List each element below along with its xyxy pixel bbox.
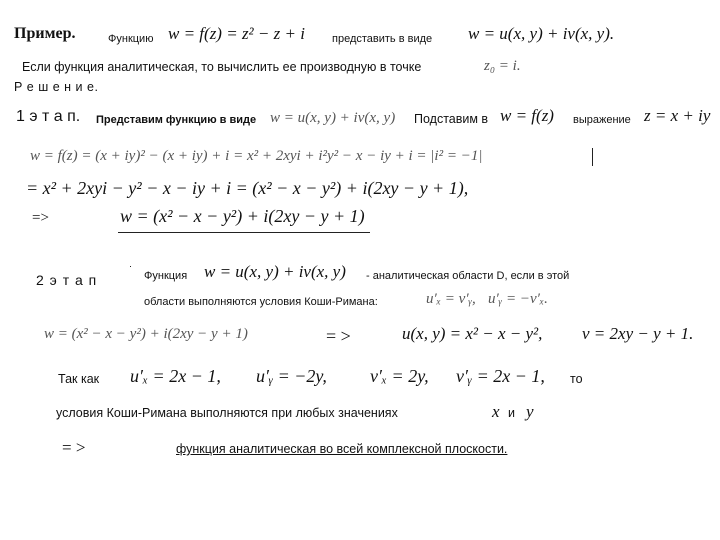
step1-formula1: w = u(x, y) + iv(x, y) bbox=[270, 110, 396, 126]
conclusion-arrow: = > bbox=[62, 438, 86, 457]
represent-formula: w = u(x, y) + iv(x, y). bbox=[468, 24, 615, 43]
step1-label: 1 э т а п. bbox=[16, 108, 81, 125]
step2-text1: Функция bbox=[144, 270, 188, 282]
deriv-vx: v′ₓ = 2y, bbox=[370, 366, 429, 386]
uv-definition: u(x, y) = x² − x − y², bbox=[402, 324, 543, 343]
cr-condition-1: u′ₓ = v′ᵧ, bbox=[426, 291, 476, 307]
step2-label: 2 э т а п bbox=[36, 272, 98, 288]
cr-condition-2: u′ᵧ = −v′ₓ. bbox=[488, 291, 548, 307]
example-title: Пример. bbox=[14, 25, 76, 42]
then-label: то bbox=[570, 372, 583, 386]
bracket-bar bbox=[592, 148, 593, 166]
step2-formula1: w = u(x, y) + iv(x, y) bbox=[204, 262, 346, 281]
spacer-rule bbox=[130, 266, 131, 267]
var-y: y bbox=[526, 402, 534, 421]
step2-line1: w = (x² − x − y²) + i(2xy − y + 1) bbox=[44, 326, 248, 342]
step1-result: w = (x² − x − y²) + i(2xy − y + 1) bbox=[120, 206, 365, 226]
step1-line2: = x² + 2xyi − y² − x − iy + i = (x² − x − y²) + i(2xy − y + 1), bbox=[26, 178, 469, 198]
step2-arrow: = > bbox=[326, 326, 351, 346]
step1-text3: выражение bbox=[573, 114, 631, 126]
function-formula: w = f(z) = z² − z + i bbox=[168, 24, 305, 43]
var-and: и bbox=[508, 406, 515, 420]
task-point: z₀ = i. bbox=[484, 58, 521, 74]
cr-holds-text: условия Коши-Римана выполняются при любых значениях bbox=[56, 406, 398, 420]
step1-text1: Представим функцию в виде bbox=[96, 114, 257, 126]
conclusion-text: функция аналитическая во всей комплексной плоскости. bbox=[176, 442, 508, 456]
step1-line1: w = f(z) = (x + iy)² − (x + iy) + i = x² + 2xyi + i²y² − x − iy + i = |i² = −1| bbox=[30, 148, 483, 164]
deriv-vy: v′ᵧ = 2x − 1, bbox=[456, 366, 545, 386]
function-label: Функцию bbox=[108, 33, 154, 45]
deriv-ux: u′ₓ = 2x − 1, bbox=[130, 366, 221, 386]
since-label: Так как bbox=[58, 372, 100, 386]
step2-text3: области выполняются условия Коши-Римана: bbox=[144, 296, 378, 308]
solution-title: Р е ш е н и е. bbox=[14, 80, 99, 94]
step1-text2: Подставим в bbox=[414, 112, 489, 126]
v-definition: v = 2xy − y + 1. bbox=[582, 324, 694, 343]
step2-text2: - аналитическая области D, если в этой bbox=[366, 270, 570, 282]
step1-formula3: z = x + iy bbox=[644, 106, 711, 125]
represent-label: представить в виде bbox=[332, 33, 433, 45]
step1-formula2: w = f(z) bbox=[500, 106, 554, 125]
result-underline bbox=[118, 232, 370, 233]
task-text: Если функция аналитическая, то вычислить ее производную в точке bbox=[22, 60, 422, 74]
deriv-uy: u′ᵧ = −2y, bbox=[256, 366, 327, 386]
var-x: x bbox=[492, 402, 500, 421]
step1-arrow: => bbox=[32, 210, 49, 226]
